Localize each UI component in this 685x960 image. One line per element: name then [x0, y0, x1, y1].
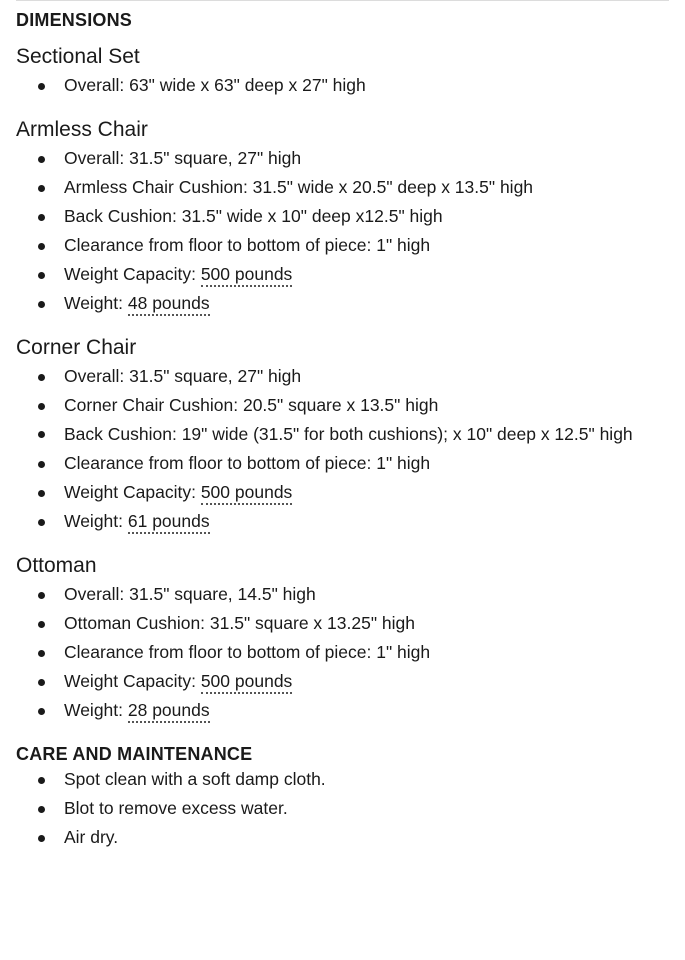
- sectional-set-list: [16, 71, 656, 100]
- list-item: [16, 260, 656, 289]
- group-title-ottoman: Ottoman: [16, 554, 97, 577]
- list-item: Clearance from floor to bottom of piece: 1" high: [16, 449, 656, 478]
- weight-capacity-label: Weight Capacity:: [64, 671, 201, 691]
- weight-capacity-value[interactable]: 500 pounds: [201, 671, 292, 694]
- ottoman-list: [16, 580, 656, 725]
- weight-value[interactable]: 28 pounds: [128, 700, 210, 723]
- weight-label: Weight:: [64, 511, 128, 531]
- product-details: [16, 9, 656, 852]
- care-heading: CARE AND MAINTENANCE: [16, 744, 253, 764]
- group-title-armless-chair: Armless Chair: [16, 118, 148, 141]
- list-item: Corner Chair Cushion: 20.5" square x 13.5" high: [16, 391, 656, 420]
- list-item: Air dry.: [16, 823, 656, 852]
- list-item: Back Cushion: 31.5" wide x 10" deep x12.5" high: [16, 202, 656, 231]
- weight-label: Weight:: [64, 293, 128, 313]
- weight-capacity-label: Weight Capacity:: [64, 482, 201, 502]
- list-item: Clearance from floor to bottom of piece: 1" high: [16, 231, 656, 260]
- weight-capacity-value[interactable]: 500 pounds: [201, 264, 292, 287]
- list-item: Overall: 31.5" square, 27" high: [16, 144, 656, 173]
- list-item: Ottoman Cushion: 31.5" square x 13.25" high: [16, 609, 656, 638]
- armless-chair-list: [16, 144, 656, 318]
- group-title-corner-chair: Corner Chair: [16, 336, 137, 359]
- list-item: Overall: 31.5" square, 27" high: [16, 362, 656, 391]
- weight-capacity-label: Weight Capacity:: [64, 264, 201, 284]
- top-divider: [16, 0, 669, 1]
- corner-chair-list: [16, 362, 656, 536]
- weight-capacity-value[interactable]: 500 pounds: [201, 482, 292, 505]
- weight-value[interactable]: 48 pounds: [128, 293, 210, 316]
- list-item: Spot clean with a soft damp cloth.: [16, 765, 656, 794]
- list-item: [16, 478, 656, 507]
- list-item: [16, 507, 656, 536]
- list-item: [16, 667, 656, 696]
- weight-value[interactable]: 61 pounds: [128, 511, 210, 534]
- group-title-sectional-set: Sectional Set: [16, 45, 140, 68]
- list-item: Overall: 31.5" square, 14.5" high: [16, 580, 656, 609]
- dimensions-heading: DIMENSIONS: [16, 10, 133, 30]
- care-list: [16, 765, 656, 852]
- list-item: Overall: 63" wide x 63" deep x 27" high: [16, 71, 656, 100]
- list-item: Back Cushion: 19" wide (31.5" for both cushions); x 10" deep x 12.5" high: [16, 420, 656, 449]
- list-item: Blot to remove excess water.: [16, 794, 656, 823]
- list-item: [16, 289, 656, 318]
- weight-label: Weight:: [64, 700, 128, 720]
- list-item: [16, 696, 656, 725]
- list-item: Clearance from floor to bottom of piece: 1" high: [16, 638, 656, 667]
- list-item: Armless Chair Cushion: 31.5" wide x 20.5" deep x 13.5" high: [16, 173, 656, 202]
